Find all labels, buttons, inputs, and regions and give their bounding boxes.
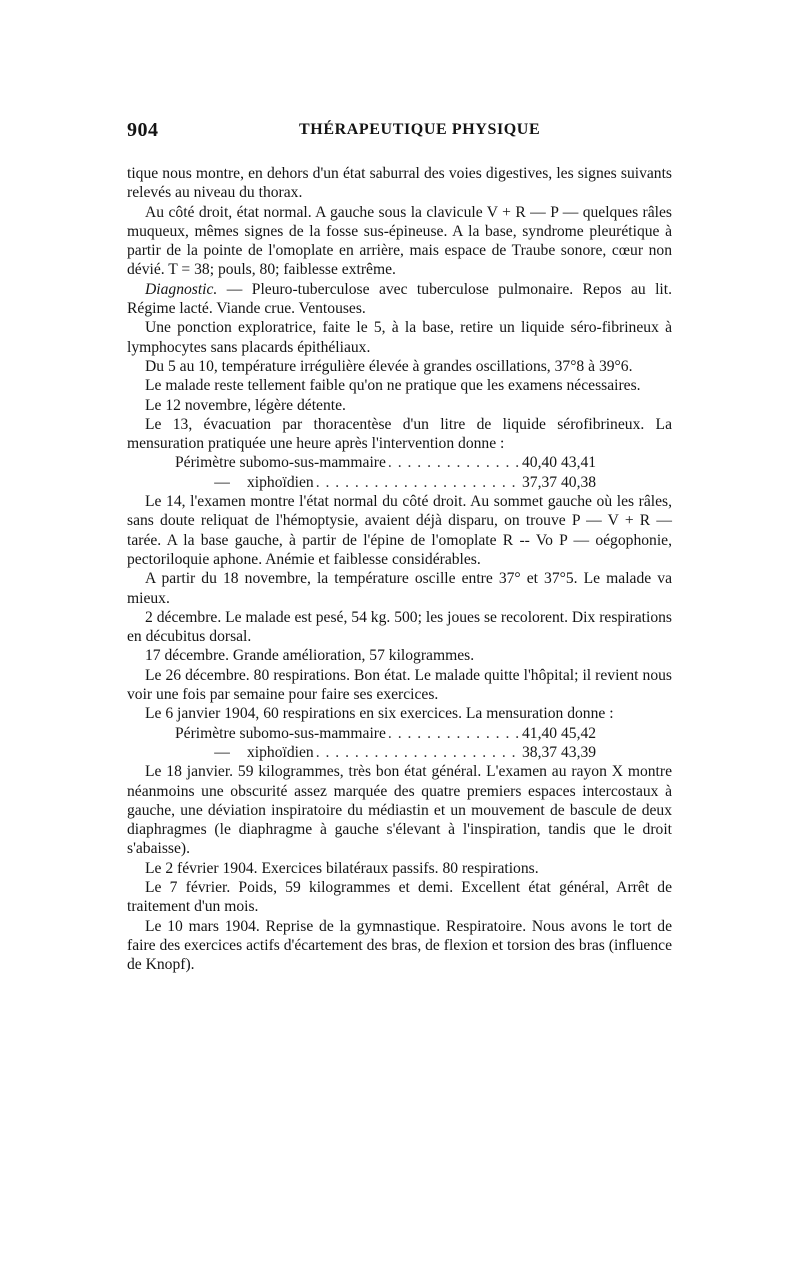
paragraph: Le malade reste tellement faible qu'on ne pratique que les examens nécessaires. — [145, 377, 641, 395]
paragraph: Le 10 mars 1904. Reprise de la gymnastique. Respiratoire. Nous avons le tort de faire des exercices actifs d'écartement des bras, de flexion et torsion des bras (influence de Knopf). — [127, 917, 672, 974]
body-text — [127, 164, 672, 974]
diagnostic-text: — Pleuro-tuberculose avec tuberculose pulmonaire. Repos au lit. Régime lacté. Viande crue. Ventouses. — [127, 280, 672, 318]
paragraph: Le 7 février. Poids, 59 kilogrammes et demi. Excellent état général, Arrêt de traitement d'un mois. — [127, 878, 672, 916]
measurement-row — [127, 453, 672, 472]
page-number: 904 — [127, 119, 159, 141]
diagnostic-label: Diagnostic. — [145, 280, 218, 298]
paragraph: Le 6 janvier 1904, 60 respirations en six exercices. La mensuration donne : — [145, 705, 614, 723]
paragraph: Le 2 février 1904. Exercices bilatéraux passifs. 80 respirations. — [145, 859, 539, 877]
paragraph: tique nous montre, en dehors d'un état saburral des voies digestives, les signes suivants relevés au niveau du thorax. — [127, 165, 672, 202]
paragraph: Le 13, évacuation par thoracentèse d'un litre de liquide sérofibrineux. La mensuration pratiquée une heure après l'intervention donne : — [127, 415, 672, 453]
paragraph: Le 12 novembre, légère détente. — [145, 396, 346, 414]
paragraph: Du 5 au 10, température irrégulière élevée à grandes oscillations, 37°8 à 39°6. — [145, 357, 633, 375]
paragraph: 2 décembre. Le malade est pesé, 54 kg. 500; les joues se recolorent. Dix respirations en décubitus dorsal. — [127, 608, 672, 646]
measurement-values: 38,37 43,39 — [522, 743, 597, 761]
measurement-values: 40,40 43,41 — [522, 454, 597, 472]
paragraph: Le 26 décembre. 80 respirations. Bon état. Le malade quitte l'hôpital; il revient nous voir une fois par semaine pour faire ses exercices. — [127, 666, 672, 704]
measurement-row — [127, 743, 672, 762]
leader-dots — [316, 473, 520, 492]
measurement-label: xiphoïdien — [247, 743, 314, 761]
ditto-dash: — — [214, 743, 230, 761]
leader-dots — [388, 453, 520, 472]
ditto-dash: — — [214, 473, 230, 491]
measurement-row — [127, 473, 672, 492]
paragraph: Le 14, l'examen montre l'état normal du côté droit. Au sommet gauche où les râles, sans doute reliquat de l'hémoptysie, avaient déjà disparu, on trouve P — V + R — tarée. A la base gauche, à partir de l'épine de l'omoplate R -- Vo P — oégophonie, pectoriloquie aphone. Anémie et faiblesse considérables. — [127, 493, 672, 568]
paragraph: Au côté droit, état normal. A gauche sous la clavicule V + R — P — quelques râles muqueux, mêmes signes de la fosse sus-épineuse. A la base, syndrome pleurétique à partir de la pointe de l'omoplate en arrière, mais espace de Traube sonore, cœur non dévié. T = 38; pouls, 80; faiblesse extrême. — [127, 203, 672, 279]
diagnostic-paragraph — [127, 280, 672, 319]
leader-dots — [388, 724, 520, 743]
paragraph: 17 décembre. Grande amélioration, 57 kilogrammes. — [145, 647, 475, 665]
running-title: THÉRAPEUTIQUE PHYSIQUE — [299, 121, 541, 138]
measurement-label: Périmètre subomo-sus-mammaire — [175, 454, 386, 472]
measurement-row — [127, 724, 672, 743]
leader-dots — [316, 743, 520, 762]
page-header — [127, 119, 672, 143]
measurement-label: Périmètre subomo-sus-mammaire — [175, 724, 386, 742]
paragraph: A partir du 18 novembre, la température oscille entre 37° et 37°5. Le malade va mieux. — [127, 570, 672, 607]
measurement-label: xiphoïdien — [247, 473, 314, 491]
paragraph: Une ponction exploratrice, faite le 5, à la base, retire un liquide séro-fibrineux à lymphocytes sans placards épithéliaux. — [127, 319, 672, 356]
measurement-values: 41,40 45,42 — [522, 724, 597, 742]
measurement-values: 37,37 40,38 — [522, 473, 597, 491]
paragraph: Le 18 janvier. 59 kilogrammes, très bon état général. L'examen au rayon X montre néanmoins une obscurité assez marquée des quatre premiers espaces intercostaux à gauche, une déviation inspiratoire du médiastin et un mouvement de bascule de deux diaphragmes (le diaphragme à gauche s'élevant à l'inspiration, tandis que le droit s'abaisse). — [127, 763, 672, 858]
